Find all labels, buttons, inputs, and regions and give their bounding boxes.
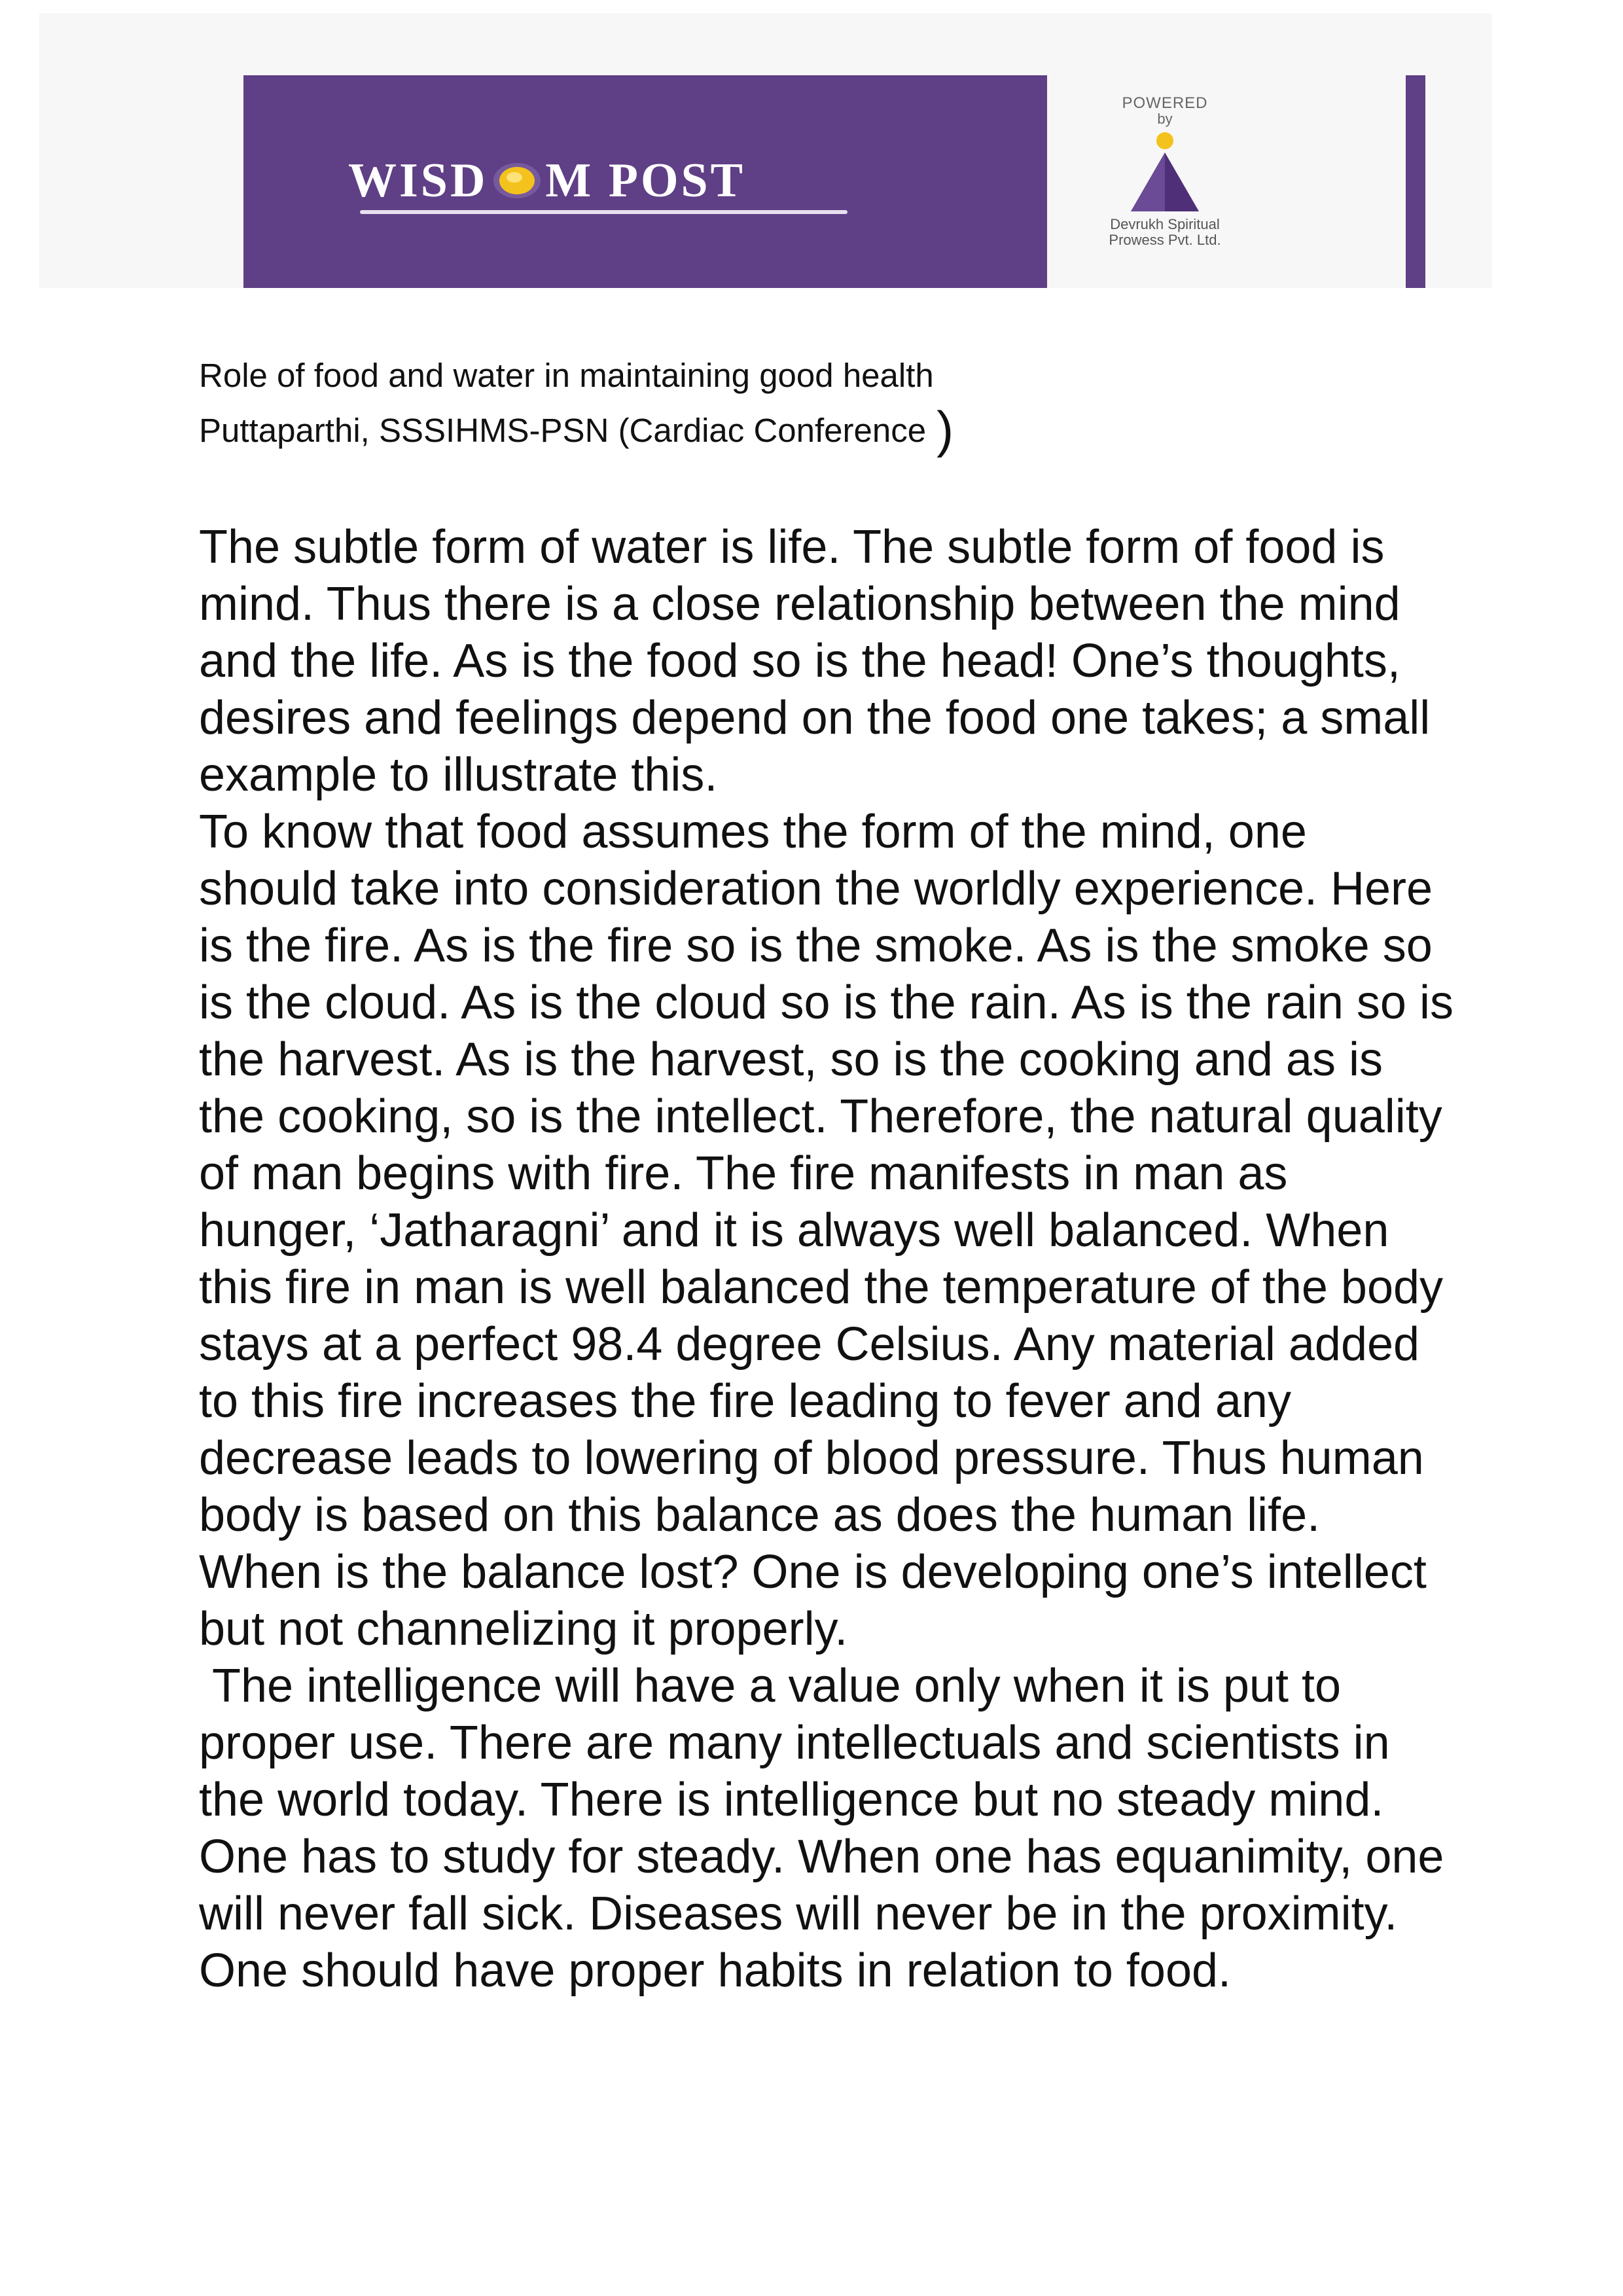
banner-side-bar [1406,75,1425,288]
powered-label: POWERED [1122,94,1208,112]
article-body [199,519,1467,2000]
powered-by-text: by [1157,111,1173,127]
document-title: Role of food and water in maintaining good health [199,357,934,394]
body-paragraph-2: To know that food assumes the form of the mind, one should take into consideration the worldly experience. Here is the fire. As is the fire so is the smoke. As is the smoke so is the cloud. As is the cloud so is the rain. As is the rain so is the harvest. As is the harvest, so is the cooking and as is the cooking, so is the intellect. Therefore, the natural quality of man begins with fire. The fire manifests in man as hunger, ‘Jatharagni’ and it is always well balanced. When this fire in man is well balanced the temperature of the body stays at a perfect 98.4 degree Celsius. Any material added to this fire increases the fire leading to fever and any decrease leads to lowering of blood pressure. Thus human body is based on this balance as does the human life. When is the balance lost? One is developing one’s intellect but not channelizing it properly. [199,806,1467,1655]
sun-orb-icon [493,162,541,200]
banner-wordmark [348,153,746,207]
body-paragraph-1: The subtle form of water is life. The subtle form of food is mind. Thus there is a close relationship between the mind and the life. As is the food so is the head! One’s thoughts, desires and feelings depend on the food one takes; a small example to illustrate this. [199,521,1444,801]
banner-word-right: M POST [545,153,746,207]
document-header [199,348,1377,458]
wisdom-post-banner [243,75,1047,288]
banner-word-left: WISD [348,153,488,207]
subtitle-closing-paren: ) [936,401,954,458]
subtitle-text: Puttaparthi, SSSIHMS-PSN (Cardiac Conference [199,412,927,449]
company-name: Devrukh Spiritual Prowess Pvt. Ltd. [1109,216,1221,248]
document-subtitle [199,403,1377,458]
banner-underline [360,210,847,214]
powered-by-block [1086,95,1243,278]
pyramid-sun-icon [1126,129,1204,214]
body-paragraph-3: The intelligence will have a value only when it is put to proper use. There are many intellectuals and scientists in the world today. There is intelligence but no steady mind. One has to study for steady. When one has equanimity, one will never fall sick. Diseases will never be in the proximity. One should have proper habits in relation to food. [199,1660,1457,1997]
